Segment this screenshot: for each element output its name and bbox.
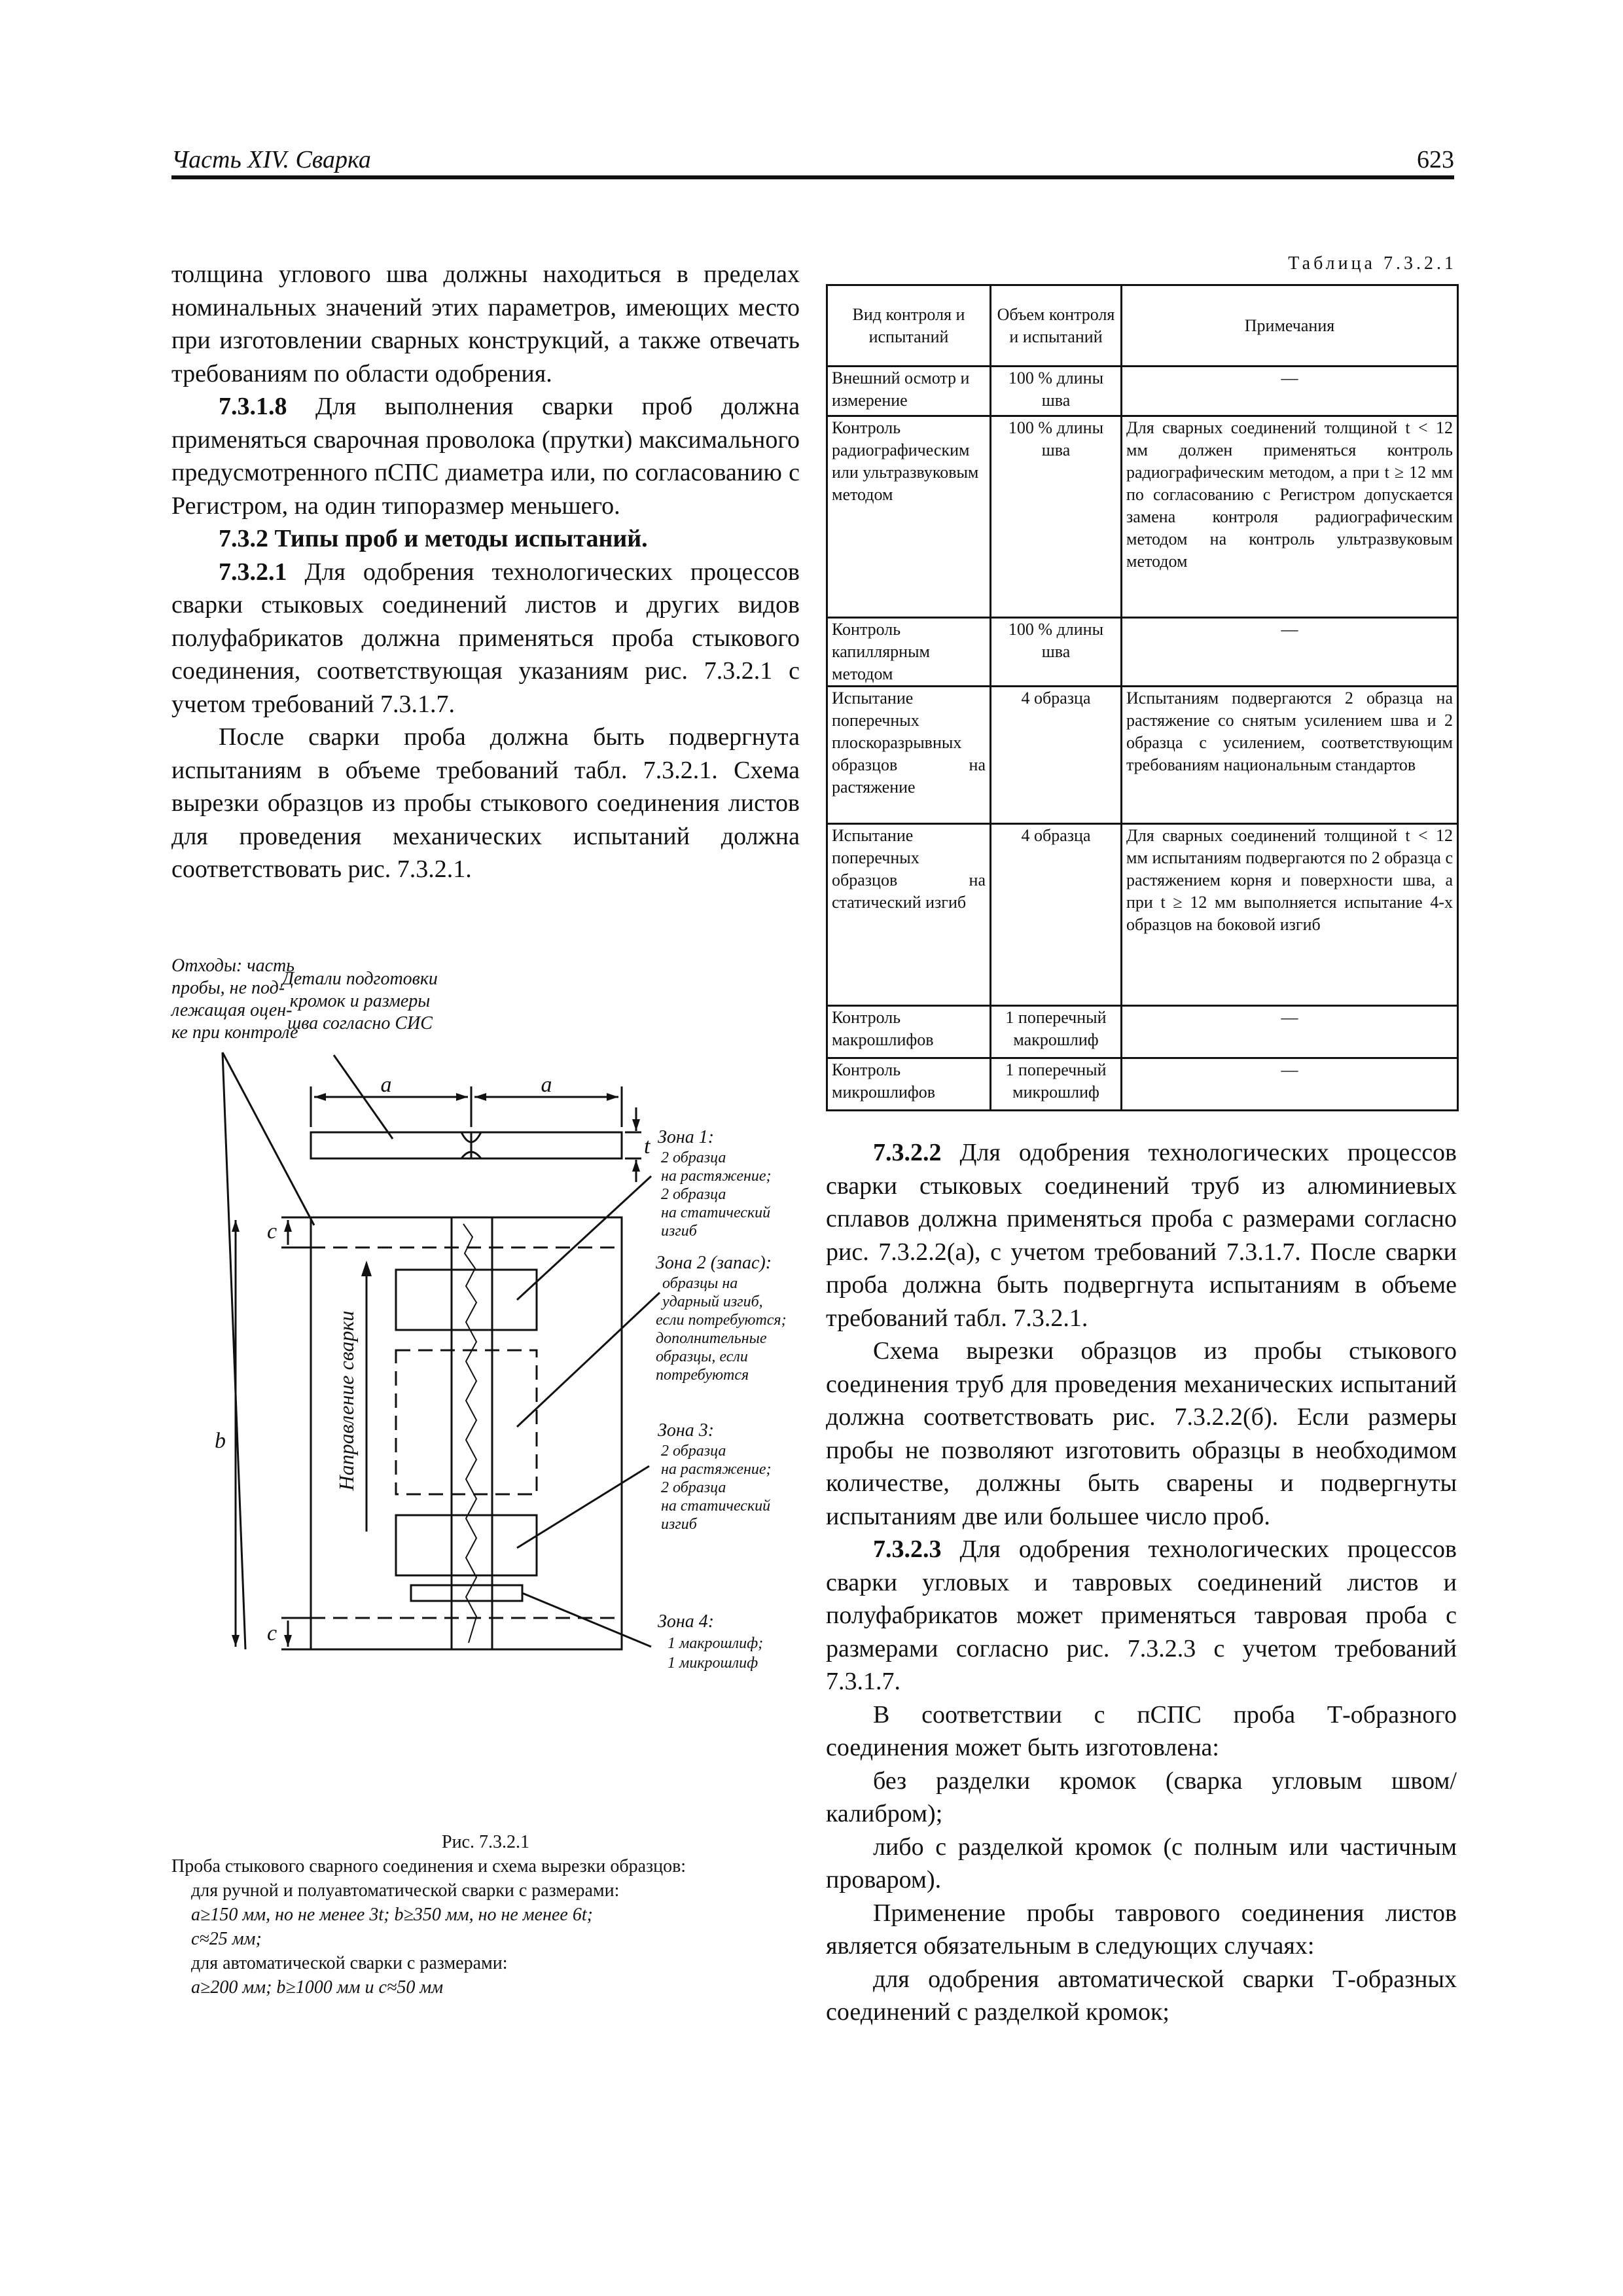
figure-caption-title: Рис. 7.3.2.1	[442, 1832, 529, 1852]
table-row	[827, 416, 1458, 618]
table-cell: Испытание поперечных плоскоразрывных образцов на растяжение	[827, 687, 991, 824]
zone3-specimen-outline	[396, 1515, 537, 1575]
clause-number: 7.3.2.1	[219, 558, 287, 586]
table-row	[827, 367, 1458, 416]
figure-weld-sample-diagram	[164, 956, 818, 1715]
zone2-label: Зона 2 (запас): образцы на ударный изгиб, если потребуются; дополнительные образцы, если потребуются	[656, 1253, 787, 1384]
table-cell: 100 % длины шва	[991, 618, 1122, 687]
figure-caption-line: Проба стыкового сварного соединения и схема вырезки образцов:	[171, 1856, 687, 1876]
dim-a-label: a	[541, 1073, 552, 1097]
table-cell: Контроль микрошлифов	[827, 1058, 991, 1111]
table-cell: 4 образца	[991, 687, 1122, 824]
zone2-leader	[517, 1293, 660, 1427]
label-waste: Отходы: часть пробы, не под-лежащая оцен-ке при контроле	[171, 956, 298, 1043]
table-header-cell: Вид контроля и испытаний	[827, 285, 991, 367]
dim-b-label: b	[215, 1429, 226, 1453]
table-cell: —	[1122, 1006, 1458, 1058]
figure-caption	[171, 1830, 800, 2000]
paragraph-text: Для одобрения технологических процессов сварки стыковых соединений труб из алюминиевых сплавов должна применяться проба с размерами согласно рис. 7.3.2.2(а), с учетом требований 7.3.1.7. После сварки проба должна быть подвергнута испытаниям в объеме требований табл. 7.3.2.1.	[826, 1139, 1457, 1332]
table-header-cell: Примечания	[1122, 285, 1458, 367]
table-caption: Таблица 7.3.2.1	[1288, 253, 1457, 274]
paragraph	[826, 1136, 1457, 1335]
dim-a-label: a	[380, 1073, 392, 1097]
table-cell: —	[1122, 1058, 1458, 1111]
zone1-label: Зона 1: 2 образца на растяжение; 2 образца на статический изгиб	[658, 1127, 772, 1240]
clause-number: 7.3.2.2	[873, 1139, 942, 1166]
label-details: Детали подготовки кромок и размеры шва согласно СИС	[282, 969, 438, 1033]
plate-right-section	[471, 1132, 622, 1158]
table-cell: 4 образца	[991, 824, 1122, 1006]
paragraph	[171, 390, 800, 522]
table-cell: Контроль радиографическим или ультразвуковым методом	[827, 416, 991, 618]
table-cell: 1 поперечный микрошлиф	[991, 1058, 1122, 1111]
table-row	[827, 824, 1458, 1006]
left-column-text	[171, 258, 800, 886]
table-row	[827, 1006, 1458, 1058]
paragraph: Применение пробы таврового соединения листов является обязательным в следующих случаях:	[826, 1899, 1457, 1960]
page-header	[171, 145, 1454, 178]
table-cell: Испытаниям подвергаются 2 образца на растяжение со снятым усилением шва и 2 образца с усилением, соответствующим требованиям национальным стандартов	[1122, 687, 1458, 824]
table-cell: Контроль капиллярным методом	[827, 618, 991, 687]
table-cell: Испытание поперечных образцов на статический изгиб	[827, 824, 991, 1006]
weld-ripple-pattern	[463, 1224, 476, 1643]
table-cell: —	[1122, 618, 1458, 687]
table-cell: Для сварных соединений толщиной t < 12 мм должен применяться контроль радиографическим методом, а при t ≥ 12 мм по согласованию с Регистром допускается замена контроля радиографическим методом на контроль ультразвуковым методом	[1122, 416, 1458, 618]
figure-caption-line: a≥200 мм; b≥1000 мм и c≈50 мм	[191, 1977, 444, 1998]
paragraph: без разделки кромок (сварка угловым швом/калибром);	[826, 1767, 1457, 1827]
clause-number: 7.3.1.8	[219, 393, 287, 420]
paragraph: После сварки проба должна быть подвергнута испытаниям в объеме требований табл. 7.3.2.1. Схема вырезки образцов из пробы стыкового соединения листов для проведения механических испытаний должна соответствовать рис. 7.3.2.1.	[171, 723, 800, 883]
running-title: Часть XIV. Сварка	[171, 146, 371, 173]
table-cell: 1 поперечный макрошлиф	[991, 1006, 1122, 1058]
leader-line	[223, 1052, 314, 1225]
zone1-leader	[517, 1176, 651, 1300]
section-heading: 7.3.2 Типы проб и методы испытаний.	[219, 525, 648, 552]
right-column-text	[826, 1136, 1457, 2029]
paragraph: В соответствии с пСПС проба Т-образного соединения может быть изготовлена:	[826, 1700, 1457, 1761]
zone4-label: Зона 4: 1 макрошлиф; 1 микрошлиф	[658, 1611, 764, 1672]
zone4-leader	[522, 1593, 651, 1647]
table-cell: 100 % длины шва	[991, 416, 1122, 618]
paragraph	[826, 1533, 1457, 1698]
paragraph: толщина углового шва должны находиться в пределах номинальных значений этих параметров, имеющих место при изготовлении сварных конструкций, а также отвечать требованиям по области одобрения.	[171, 260, 800, 387]
figure-caption-line: для ручной и полуавтоматической сварки с размерами:	[191, 1880, 620, 1901]
zone2-specimen-outline	[396, 1350, 537, 1494]
weld-direction-label: Направление сварки	[334, 1310, 358, 1491]
figure-caption-line: a≥150 мм, но не менее 3t; b≥350 мм, но не менее 6t;	[191, 1905, 593, 1925]
paragraph: для одобрения автоматической сварки Т-образных соединений с разделкой кромок;	[826, 1965, 1457, 2026]
paragraph: либо с разделкой кромок (с полным или частичным проваром).	[826, 1833, 1457, 1893]
dim-c-label: c	[267, 1621, 277, 1645]
table-row	[827, 1058, 1458, 1111]
clause-number: 7.3.2.3	[873, 1535, 942, 1563]
figure-caption-line: c≈25 мм;	[191, 1929, 262, 1949]
page-number: 623	[1417, 146, 1454, 173]
figure-caption-line: для автоматической сварки с размерами:	[191, 1953, 508, 1973]
table-header-row	[827, 285, 1458, 367]
table-cell: 100 % длины шва	[991, 367, 1122, 416]
table-cell: Для сварных соединений толщиной t < 12 мм испытаниям подвергаются по 2 образца с растяжением корня и поверхности шва, а при t ≥ 12 мм выполняется испытание 4-х образцов на боковой изгиб	[1122, 824, 1458, 1006]
paragraph-text: Для одобрения технологических процессов сварки угловых и тавровых соединений листов и полуфабрикатов может применяться тавровая проба с размерами согласно рис. 7.3.2.3 с учетом требований 7.3.1.7.	[826, 1535, 1457, 1695]
paragraph-text: Для одобрения технологических процессов сварки стыковых соединений листов и других видов полуфабрикатов должна применяться проба стыкового соединения, соответствующая указаниям рис. 7.3.2.1 с учетом требований 7.3.1.7.	[171, 558, 800, 718]
zone3-label: Зона 3: 2 образца на растяжение; 2 образца на статический изгиб	[658, 1420, 772, 1533]
header-rule	[171, 175, 1454, 179]
inspection-table	[826, 284, 1459, 1111]
table-row	[827, 618, 1458, 687]
paragraph: Схема вырезки образцов из пробы стыкового соединения труб для проведения механических испытаний должна соответствовать рис. 7.3.2.2(б). Если размеры пробы не позволяют изготовить образцы в необходимом количестве, должны быть сварены и подвергнуты испытаниям две или большее число проб.	[826, 1337, 1457, 1530]
table-cell: —	[1122, 367, 1458, 416]
paragraph-text: Для выполнения сварки проб должна применяться сварочная проволока (прутки) максимального предусмотренного пСПС диаметра или, по согласованию с Регистром, на один типоразмер меньшего.	[171, 393, 800, 520]
leader-line	[223, 1052, 245, 1649]
dim-t-label: t	[644, 1134, 651, 1158]
dim-c-label: c	[267, 1219, 277, 1244]
table-header-cell: Объем контроля и испытаний	[991, 285, 1122, 367]
table-cell: Контроль макрошлифов	[827, 1006, 991, 1058]
table-cell: Внешний осмотр и измерение	[827, 367, 991, 416]
table-row	[827, 687, 1458, 824]
paragraph	[171, 556, 800, 721]
